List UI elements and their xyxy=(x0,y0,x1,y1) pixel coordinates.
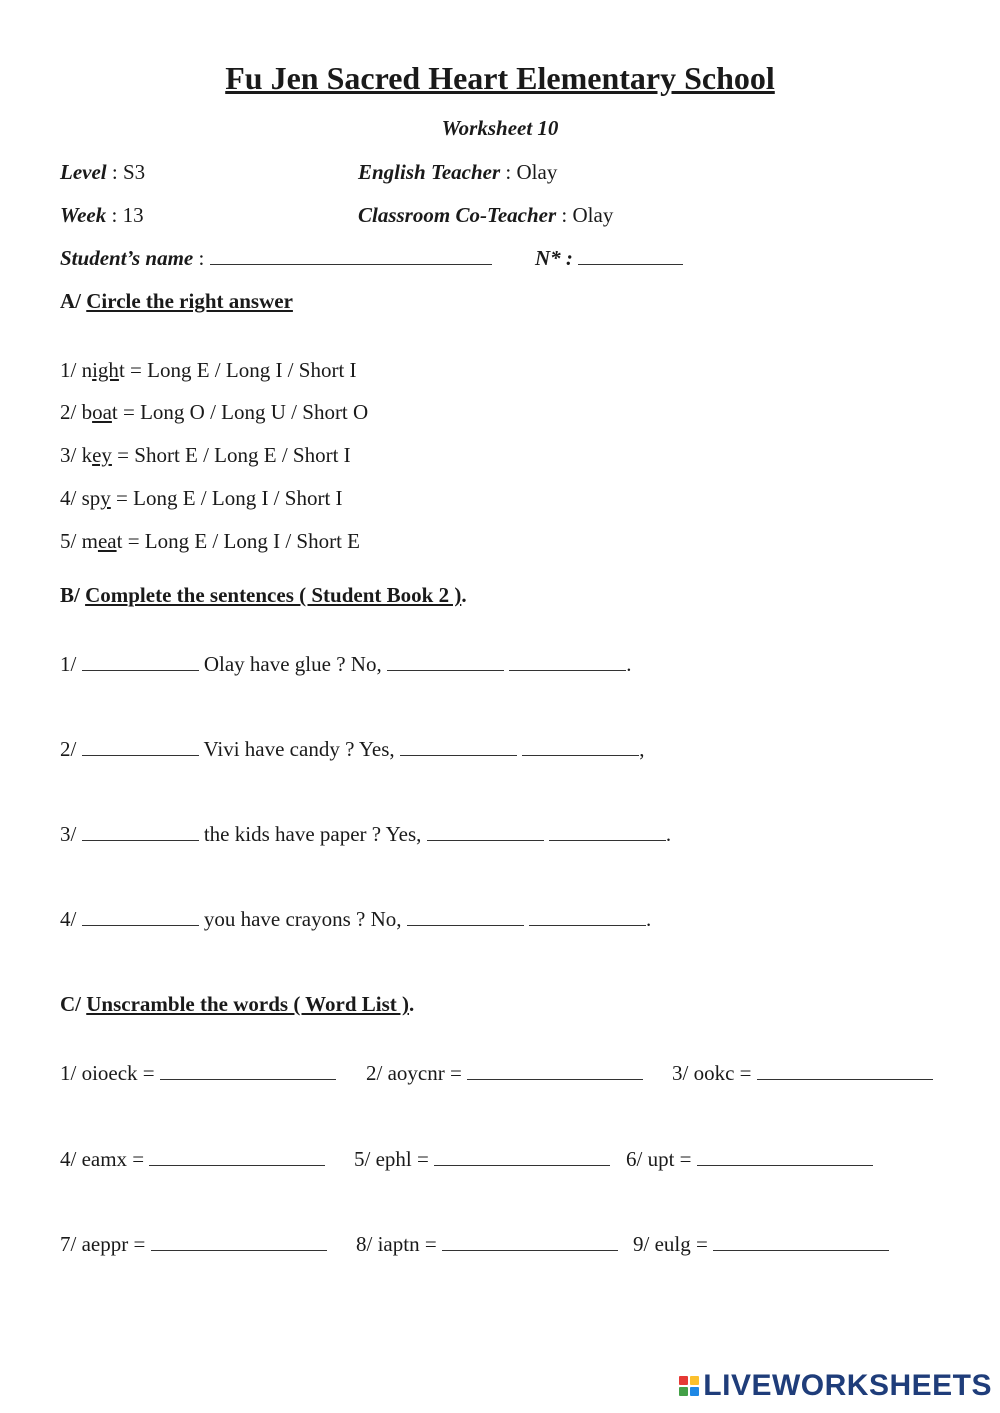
coteacher-value: Olay xyxy=(572,203,614,227)
answer-options[interactable]: = Long E / Long I / Short I xyxy=(116,486,343,510)
section-a-item xyxy=(60,529,360,554)
sentence-text: Olay have glue ? No, xyxy=(203,652,382,676)
scrambled-word: 3/ ookc = xyxy=(672,1061,752,1085)
scrambled-word: 6/ upt = xyxy=(626,1147,692,1171)
logo-square-yellow xyxy=(690,1376,699,1385)
word-underlined-letters: igh xyxy=(92,358,119,382)
scrambled-word: 8/ iaptn = xyxy=(356,1232,437,1256)
section-a-prefix: A/ xyxy=(60,289,81,313)
item-number: 5/ xyxy=(60,529,77,553)
section-c-heading xyxy=(60,992,414,1017)
teacher-label: English Teacher xyxy=(358,160,501,184)
logo-square-blue xyxy=(690,1387,699,1396)
sentence-text: the kids have paper ? Yes, xyxy=(203,822,422,846)
level-label: Level xyxy=(60,160,107,184)
number-blank[interactable] xyxy=(578,246,683,265)
unscramble-item xyxy=(60,1232,327,1257)
blank-input[interactable] xyxy=(549,822,666,841)
teacher-field: English Teacher : Olay xyxy=(358,160,558,184)
number-field xyxy=(535,246,683,271)
logo-square-red xyxy=(679,1376,688,1385)
word-start: b xyxy=(81,400,93,424)
teacher-value: Olay xyxy=(516,160,558,184)
section-c-title: Unscramble the words ( Word List ) xyxy=(86,992,410,1016)
word-start: n xyxy=(81,358,93,382)
liveworksheets-logo xyxy=(679,1369,992,1403)
unscramble-item xyxy=(626,1147,873,1172)
scrambled-word: 4/ eamx = xyxy=(60,1147,145,1171)
word-start: k xyxy=(81,443,93,467)
sentence-end: . xyxy=(626,652,632,676)
section-b-heading xyxy=(60,583,467,608)
answer-blank[interactable] xyxy=(434,1147,610,1166)
section-a-heading xyxy=(60,289,293,314)
word-end: t xyxy=(116,529,123,553)
blank-input[interactable] xyxy=(522,737,639,756)
week-field: Week : 13 xyxy=(60,203,144,227)
unscramble-item xyxy=(672,1061,933,1086)
section-b-title: Complete the sentences ( Student Book 2 ) xyxy=(85,583,462,607)
section-b-item xyxy=(60,822,671,847)
page-title: Fu Jen Sacred Heart Elementary School xyxy=(225,60,775,96)
section-a-title: Circle the right answer xyxy=(86,289,293,313)
word-underlined-letters: ea xyxy=(97,529,117,553)
sentence-end: . xyxy=(646,907,652,931)
answer-options[interactable]: = Short E / Long E / Short I xyxy=(117,443,351,467)
answer-options[interactable]: = Long E / Long I / Short E xyxy=(127,529,361,553)
blank-input[interactable] xyxy=(82,737,199,756)
item-number: 3/ xyxy=(60,443,77,467)
scrambled-word: 2/ aoycnr = xyxy=(366,1061,462,1085)
section-b-item xyxy=(60,652,631,677)
scrambled-word: 9/ eulg = xyxy=(633,1232,708,1256)
word-underlined-letters: y xyxy=(100,486,111,510)
blank-input[interactable] xyxy=(82,652,199,671)
section-a-item xyxy=(60,400,368,425)
scrambled-word: 1/ oioeck = xyxy=(60,1061,155,1085)
blank-input[interactable] xyxy=(400,737,517,756)
word-start: m xyxy=(81,529,98,553)
unscramble-item xyxy=(60,1147,325,1172)
blank-input[interactable] xyxy=(529,907,646,926)
number-label: N* : xyxy=(535,246,573,270)
scrambled-word: 5/ ephl = xyxy=(354,1147,429,1171)
answer-blank[interactable] xyxy=(151,1232,327,1251)
section-c-suffix: . xyxy=(409,992,415,1016)
item-number: 1/ xyxy=(60,652,77,676)
blank-input[interactable] xyxy=(82,822,199,841)
item-number: 1/ xyxy=(60,358,77,382)
sentence-end: , xyxy=(639,737,645,761)
answer-blank[interactable] xyxy=(757,1061,933,1080)
section-b-item xyxy=(60,907,651,932)
liveworksheets-logo-mark-icon xyxy=(679,1376,699,1396)
sentence-text: you have crayons ? No, xyxy=(203,907,402,931)
answer-blank[interactable] xyxy=(149,1147,325,1166)
unscramble-item xyxy=(354,1147,610,1172)
unscramble-item xyxy=(633,1232,889,1257)
answer-blank[interactable] xyxy=(160,1061,336,1080)
answer-blank[interactable] xyxy=(713,1232,889,1251)
coteacher-label: Classroom Co-Teacher xyxy=(358,203,557,227)
sentence-text: Vivi have candy ? Yes, xyxy=(203,737,395,761)
worksheet-subtitle: Worksheet 10 xyxy=(441,116,559,140)
student-name-field: Student’s name : xyxy=(60,246,492,271)
item-number: 4/ xyxy=(60,907,77,931)
word-underlined-letters: ey xyxy=(92,443,112,467)
unscramble-item xyxy=(356,1232,618,1257)
unscramble-item xyxy=(60,1061,336,1086)
item-number: 2/ xyxy=(60,737,77,761)
word-start: sp xyxy=(81,486,101,510)
section-b-suffix: . xyxy=(461,583,467,607)
unscramble-item xyxy=(366,1061,643,1086)
blank-input[interactable] xyxy=(407,907,524,926)
week-value: 13 xyxy=(122,203,144,227)
section-c-prefix: C/ xyxy=(60,992,81,1016)
answer-blank[interactable] xyxy=(467,1061,643,1080)
student-name-blank[interactable] xyxy=(210,246,492,265)
section-a-item xyxy=(60,486,343,511)
section-a-item xyxy=(60,358,357,383)
answer-blank[interactable] xyxy=(697,1147,873,1166)
section-a-item xyxy=(60,443,351,468)
item-number: 4/ xyxy=(60,486,77,510)
word-end: t xyxy=(111,400,118,424)
section-b-item xyxy=(60,737,644,762)
section-b-prefix: B/ xyxy=(60,583,80,607)
logo-text: LIVEWORKSHEETS xyxy=(703,1369,992,1402)
level-field: Level : S3 xyxy=(60,160,146,184)
scrambled-word: 7/ aeppr = xyxy=(60,1232,146,1256)
word-underlined-letters: oa xyxy=(92,400,112,424)
item-number: 3/ xyxy=(60,822,77,846)
item-number: 2/ xyxy=(60,400,77,424)
answer-blank[interactable] xyxy=(442,1232,618,1251)
logo-square-green xyxy=(679,1387,688,1396)
sentence-end: . xyxy=(665,822,672,846)
answer-options[interactable]: = Long E / Long I / Short I xyxy=(130,358,357,382)
week-label: Week xyxy=(60,203,107,227)
student-name-label: Student’s name xyxy=(60,246,194,270)
answer-options[interactable]: = Long O / Long U / Short O xyxy=(123,400,369,424)
blank-input[interactable] xyxy=(82,907,199,926)
level-value: S3 xyxy=(122,160,146,184)
blank-input[interactable] xyxy=(509,652,626,671)
coteacher-field: Classroom Co-Teacher : Olay xyxy=(358,203,614,227)
blank-input[interactable] xyxy=(427,822,544,841)
word-end: t xyxy=(118,358,125,382)
blank-input[interactable] xyxy=(387,652,504,671)
